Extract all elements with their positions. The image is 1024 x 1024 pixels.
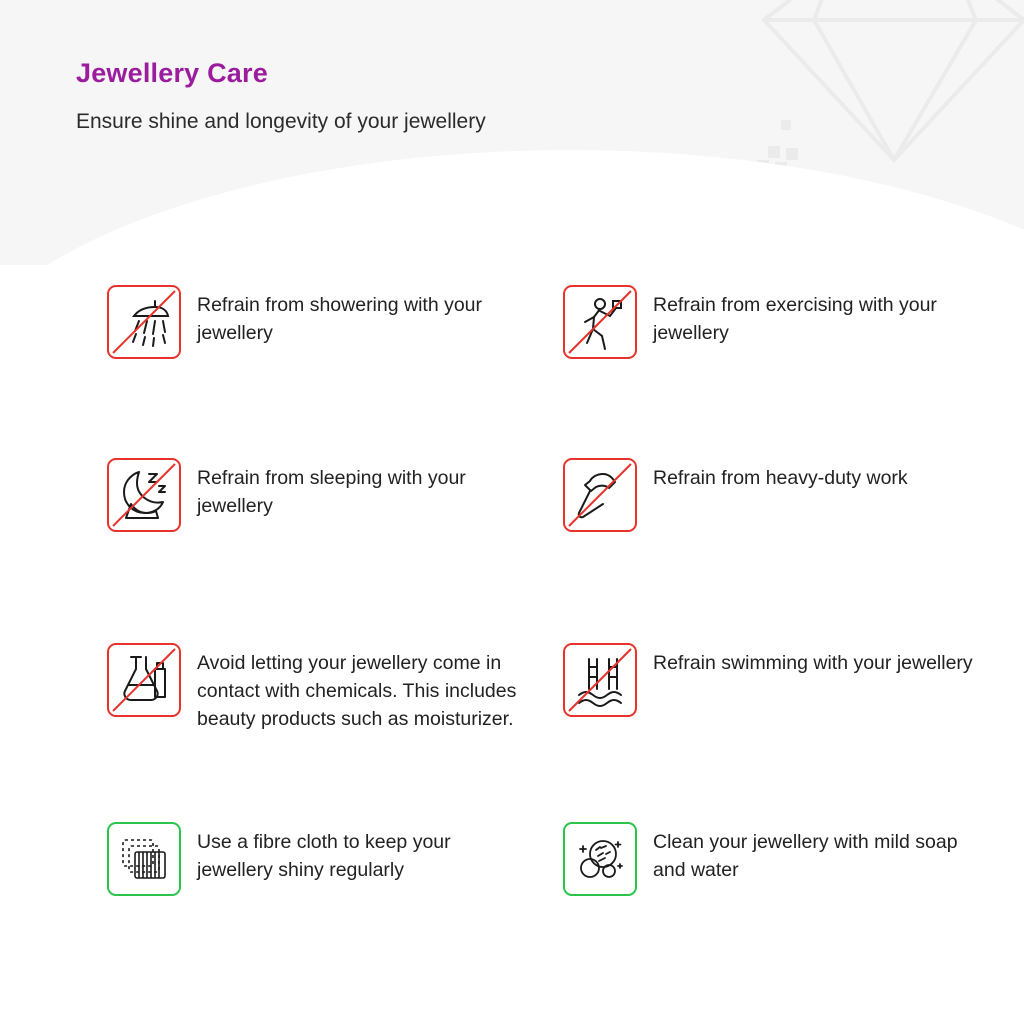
exercise-icon	[563, 285, 637, 359]
tip-text: Clean your jewellery with mild soap and water	[653, 831, 958, 881]
page-title: Jewellery Care	[76, 58, 268, 88]
tip-text: Refrain from showering with your jewellery	[197, 294, 483, 344]
pixel-square	[781, 120, 791, 130]
tip-text: Refrain from heavy-duty work	[653, 467, 908, 489]
tip-item	[563, 285, 983, 359]
chemicals-icon	[107, 643, 181, 717]
tip-text: Refrain from exercising with your jewellery	[653, 294, 937, 344]
tip-text: Refrain from sleeping with your jewellery	[197, 467, 466, 517]
soap-bubbles-icon	[563, 822, 637, 896]
swimming-icon	[563, 643, 637, 717]
hammer-icon	[563, 458, 637, 532]
tip-text: Avoid letting your jewellery come in contact with chemicals. This includes beauty products such as moisturizer.	[197, 652, 517, 730]
pixel-square	[768, 146, 780, 158]
tip-item	[107, 822, 527, 896]
header-band	[0, 0, 1024, 265]
tip-item	[563, 458, 908, 532]
tip-text: Use a fibre cloth to keep your jewellery shiny regularly	[197, 831, 451, 881]
tip-item	[107, 285, 527, 359]
tip-item	[107, 458, 527, 532]
cloth-icon	[107, 822, 181, 896]
page-subtitle: Ensure shine and longevity of your jewellery	[76, 110, 486, 133]
shower-icon	[107, 285, 181, 359]
sleeping-icon	[107, 458, 181, 532]
tip-item	[563, 822, 983, 896]
tip-item	[107, 643, 527, 733]
pixel-square	[786, 148, 798, 160]
tip-item	[563, 643, 973, 717]
tip-text: Refrain swimming with your jewellery	[653, 652, 973, 674]
